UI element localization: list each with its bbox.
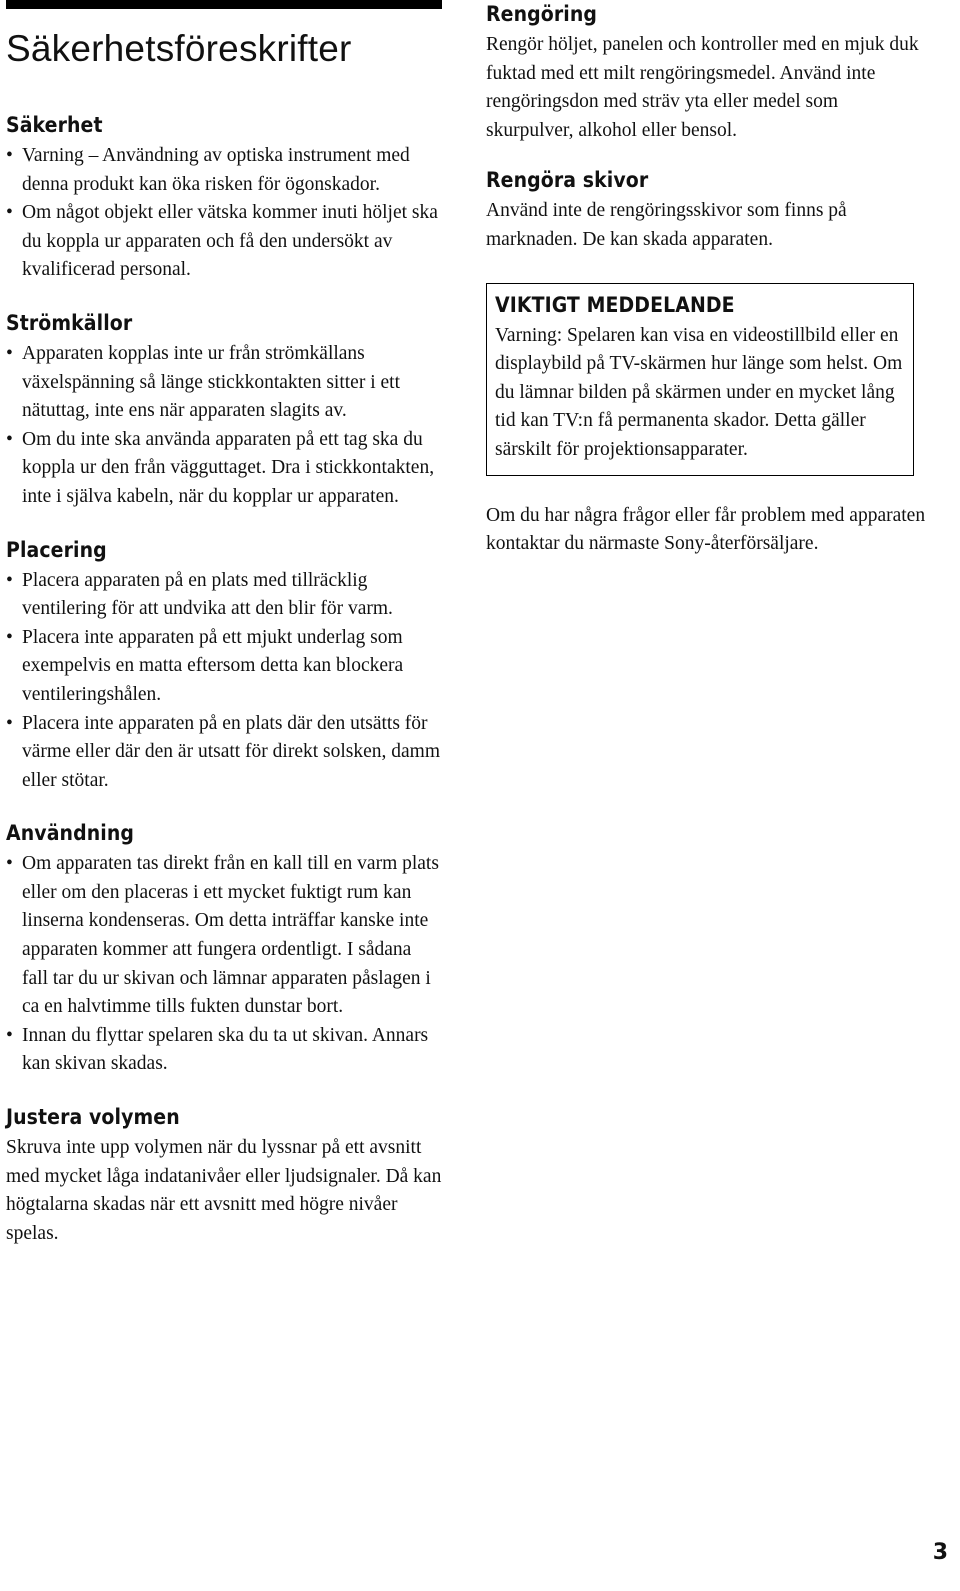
important-notice-box <box>486 283 914 476</box>
section-heading: Placering <box>6 537 107 562</box>
bullet-list <box>6 850 442 1079</box>
page-title: Säkerhetsföreskrifter <box>6 28 352 69</box>
list-item: • Innan du flyttar spelaren ska du ta ut skivan. Annars kan skivan skadas. <box>6 1022 442 1079</box>
section-rengoring <box>486 1 926 145</box>
section-heading: Säkerhet <box>6 113 103 137</box>
bullet-list <box>6 340 442 512</box>
title-rule <box>6 0 442 9</box>
section-heading: Rengöra skivor <box>486 168 649 193</box>
section-rengora-skivor <box>486 167 926 254</box>
notice-text: Varning: Spelaren kan visa en videostillbild eller en displaybild på TV-skärmen hur länge som helst. Om du lämnar bilden på skärmen under en mycket lång tid kan TV:n få permanenta skador. Detta gäller särskilt för projektionsapparater. <box>495 324 903 460</box>
section-heading: Justera volymen <box>6 1105 180 1130</box>
section-placering <box>6 537 442 796</box>
right-column <box>486 0 926 559</box>
bullet-list <box>6 142 442 285</box>
list-item: • Om du inte ska använda apparaten på ett tag ska du koppla ur den från vägguttaget. Dra i stickkontakten, inte i själva kabeln, när du kopplar ur apparaten. <box>6 426 442 512</box>
page-number: 3 <box>932 1540 948 1565</box>
list-item: • Varning – Användning av optiska instrument med denna produkt kan öka risken för ögonskador. <box>6 142 442 199</box>
list-item: • Placera apparaten på en plats med tillräcklig ventilering för att undvika att den blir för varm. <box>6 567 442 624</box>
section-heading: Rengöring <box>486 2 597 26</box>
contact-paragraph: Om du har några frågor eller får problem med apparaten kontaktar du närmaste Sony-återförsäljare. <box>486 504 926 555</box>
section-stromkallor <box>6 310 442 512</box>
paragraph: Rengör höljet, panelen och kontroller med en mjuk duk fuktad med ett milt rengöringsmedel. Använd inte rengöringsdon med sträv yta eller medel som skurpulver, alkohol eller bensol. <box>486 34 919 141</box>
section-sakerhet <box>6 112 442 285</box>
section-justera-volymen <box>6 1104 442 1248</box>
paragraph: Skruva inte upp volymen när du lyssnar på ett avsnitt med mycket låga indatanivåer eller ljudsignaler. Då kan högtalarna skadas när ett avsnitt med högre nivåer spelas. <box>6 1137 442 1244</box>
list-item: • Placera inte apparaten på en plats där den utsätts för värme eller där den är utsatt för direkt solsken, damm eller stötar. <box>6 710 442 796</box>
section-anvandning <box>6 820 442 1079</box>
notice-heading: VIKTIGT MEDDELANDE <box>495 292 735 317</box>
list-item: • Apparaten kopplas inte ur från strömkällans växelspänning så länge stickkontakten sitter i ett nätuttag, inte ens när apparaten slagits av. <box>6 340 442 426</box>
section-heading: Strömkällor <box>6 310 133 335</box>
list-item: • Placera inte apparaten på ett mjukt underlag som exempelvis en matta eftersom detta kan blockera ventileringshålen. <box>6 624 442 710</box>
section-heading: Användning <box>6 821 135 846</box>
paragraph: Använd inte de rengöringsskivor som finns på marknaden. De kan skada apparaten. <box>486 200 847 250</box>
bullet-list <box>6 567 442 796</box>
list-item: • Om något objekt eller vätska kommer inuti höljet ska du koppla ur apparaten och få den undersökt av kvalificerad personal. <box>6 199 442 285</box>
left-column <box>6 0 442 1248</box>
list-item: • Om apparaten tas direkt från en kall till en varm plats eller om den placeras i ett mycket fuktigt rum kan linserna kondenseras. Om detta inträffar kanske inte apparaten kommer att fungera ordentligt. I sådana fall tar du ur skivan och lämnar apparaten påslagen i ca en halvtimme tills fukten dunstar bort. <box>6 850 442 1022</box>
